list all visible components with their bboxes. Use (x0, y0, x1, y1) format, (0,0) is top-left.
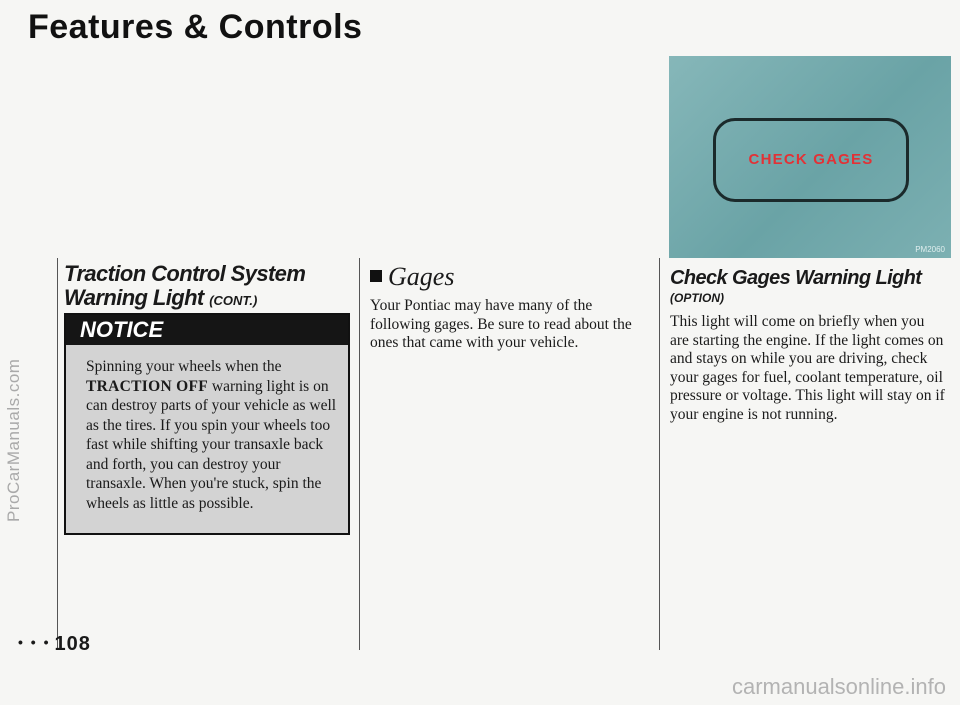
gages-section-title (370, 262, 454, 292)
notice-label: NOTICE (66, 315, 348, 345)
bottom-watermark: carmanualsonline.info (731, 674, 946, 699)
notice-text-after: warning light is on can destroy parts of your vehicle as well as the tires. If you spin your wheels too fast while shifting your transaxle back and forth, you can destroy your transaxle. When you're stuck, spin the wheels as little as possible. (86, 377, 337, 512)
check-gages-illustration (669, 56, 951, 258)
illustration-code: PM2060 (915, 245, 945, 254)
traction-title-text: Traction Control System Warning Light (64, 261, 306, 310)
notice-box (64, 313, 350, 535)
notice-bold-phrase: TRACTION OFF (86, 377, 209, 395)
square-bullet-icon (370, 270, 382, 282)
page-number-dots: • • • (18, 634, 51, 650)
column-rule-left (57, 258, 58, 650)
side-watermark: ProCarManuals.com (4, 358, 23, 522)
indicator-frame (713, 118, 909, 202)
check-gages-subtitle: (OPTION) (670, 291, 724, 305)
notice-text-before: Spinning your wheels when the (86, 358, 282, 375)
gages-body: Your Pontiac may have many of the following gages. Be sure to read about the ones that came with your vehicle. (370, 297, 632, 351)
check-gages-body: This light will come on briefly when you are starting the engine. If the light comes on and stays on while you are driving, check your gages for fuel, coolant temperature, oil pressure or voltage. This light will stay on if your engine is not running. (670, 313, 945, 423)
page-header-title: Features & Controls (28, 8, 363, 46)
gages-title-text: Gages (388, 262, 455, 291)
traction-title-cont: (CONT.) (209, 293, 258, 308)
traction-section-title (64, 262, 354, 313)
indicator-label: CHECK GAGES (748, 151, 874, 168)
notice-body (66, 345, 348, 513)
column-rule-right (659, 258, 660, 650)
page-number (18, 633, 91, 656)
column-rule-middle (359, 258, 360, 650)
page-number-value: 108 (54, 633, 91, 655)
check-gages-section-title: Check Gages Warning Light (670, 267, 922, 289)
